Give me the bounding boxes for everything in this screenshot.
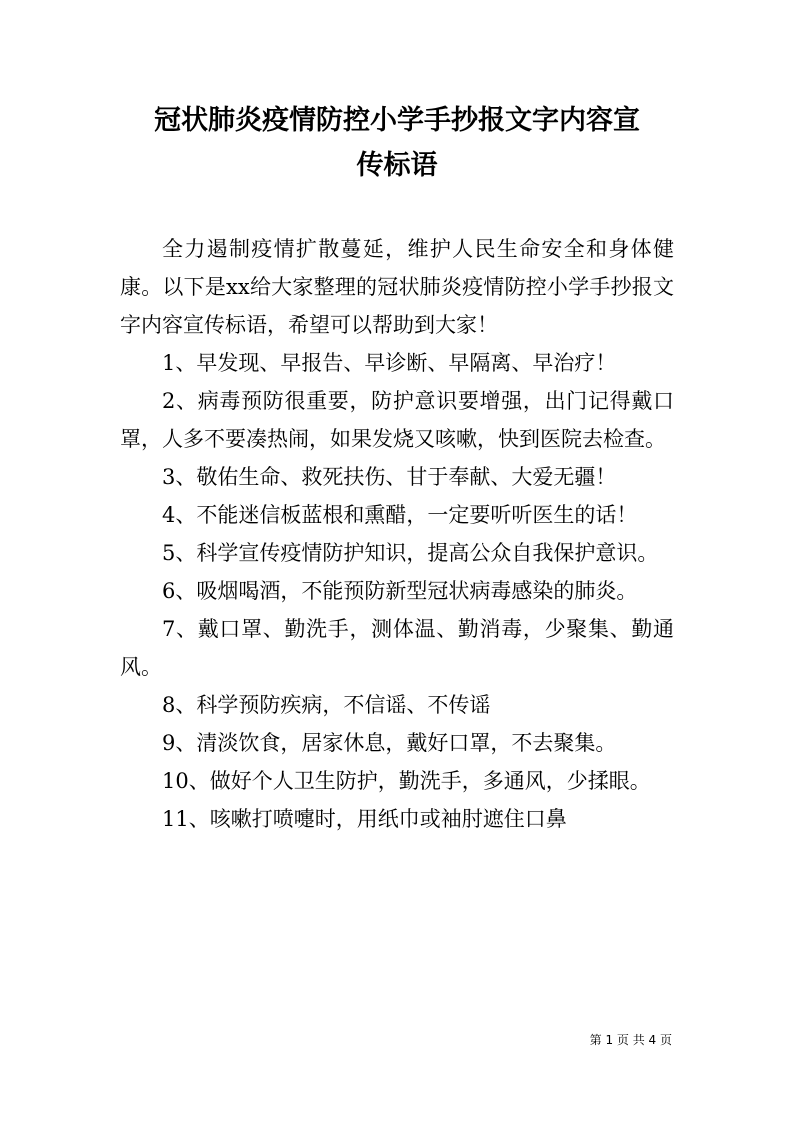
slogan-item: 9、清淡饮食，居家休息，戴好口罩，不去聚集。 bbox=[162, 731, 617, 755]
slogan-item: 10、做好个人卫生防护，勤洗手，多通风，少揉眼。 bbox=[162, 769, 651, 793]
document-body bbox=[120, 230, 674, 838]
title-line-2: 传标语 bbox=[356, 150, 438, 181]
slogan-item: 7、戴口罩、勤洗手，测体温、勤消毒，少聚集、勤通风。 bbox=[120, 617, 674, 679]
slogan-item: 6、吸烟喝酒，不能预防新型冠状病毒感染的肺炎。 bbox=[162, 579, 638, 603]
slogan-item: 1、早发现、早报告、早诊断、早隔离、早治疗！ bbox=[162, 351, 617, 375]
intro-paragraph: 全力遏制疫情扩散蔓延，维护人民生命安全和身体健康。以下是xx给大家整理的冠状肺炎疫情防控小学手抄报文字内容宣传标语，希望可以帮助到大家！ bbox=[120, 237, 674, 337]
page-number-footer: 第 1 页 共 4 页 bbox=[589, 1033, 672, 1047]
document-title bbox=[120, 98, 674, 188]
slogan-item: 3、敬佑生命、救死扶伤、甘于奉献、大爱无疆！ bbox=[162, 465, 617, 489]
slogan-item: 8、科学预防疾病，不信谣、不传谣 bbox=[162, 693, 491, 717]
title-line-1: 冠状肺炎疫情防控小学手抄报文字内容宣 bbox=[154, 105, 640, 136]
slogan-item: 11、咳嗽打喷嚏时，用纸巾或袖肘遮住口鼻 bbox=[162, 807, 567, 831]
slogan-item: 4、不能迷信板蓝根和熏醋，一定要听听医生的话！ bbox=[162, 503, 638, 527]
slogan-item: 2、病毒预防很重要，防护意识要增强，出门记得戴口罩，人多不要凑热闹，如果发烧又咳嗽，快到医院去检查。 bbox=[120, 389, 674, 451]
slogan-item: 5、科学宣传疫情防护知识，提高公众自我保护意识。 bbox=[162, 541, 659, 565]
